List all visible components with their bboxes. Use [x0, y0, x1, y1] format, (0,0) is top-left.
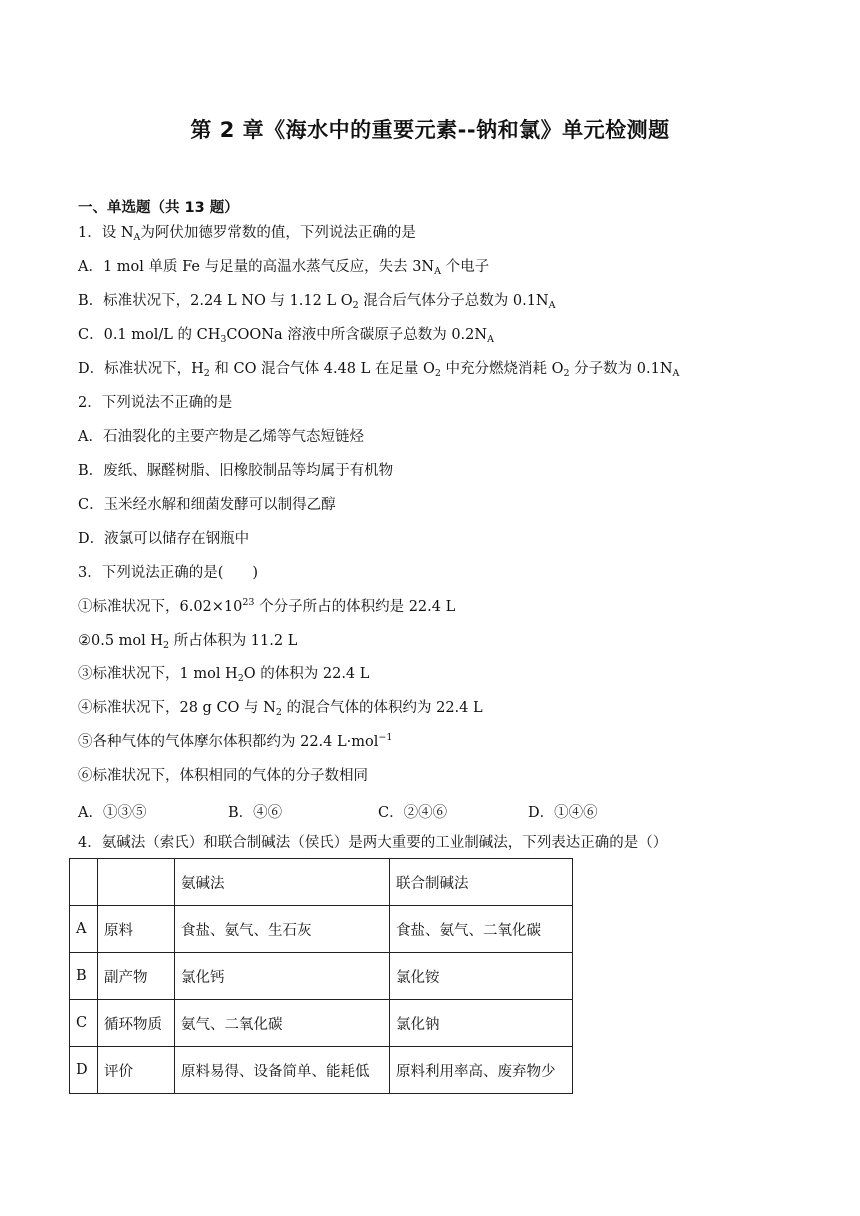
q1-option-c: C．0.1 mol/L 的 $CH_3COONa$ 溶液中所含碳原子总数为 $0.2N_A$	[78, 327, 494, 345]
q3-stem: 3．下列说法正确的是( )	[78, 565, 259, 581]
q2-stem: 2．下列说法不正确的是	[78, 395, 233, 411]
q3-statement-3: ③标准状况下，1 mol $H_2O$ 的体积为 22.4 L	[78, 666, 370, 684]
table-cell: D	[70, 1047, 98, 1094]
table-cell: 评价	[98, 1047, 175, 1094]
table-cell: 食盐、氨气、二氧化碳	[390, 906, 573, 953]
table-cell	[98, 859, 175, 906]
table-row	[70, 906, 573, 953]
table-cell: 循环物质	[98, 1000, 175, 1047]
q4-stem: 4．氨碱法（索氏）和联合制碱法（侯氏）是两大重要的工业制碱法，下列表达正确的是（）	[78, 835, 668, 851]
table-cell	[70, 859, 98, 906]
comparison-table	[69, 858, 573, 1094]
table-cell: 氨气、二氧化碳	[175, 1000, 390, 1047]
table-cell: A	[70, 906, 98, 953]
q2-option-d: D．液氯可以储存在钢瓶中	[78, 531, 250, 547]
q1-option-b: B．标准状况下，2.24 L NO 与 1.12 L $O_2$ 混合后气体分子总数为 $0.1N_A$	[78, 293, 556, 311]
table-cell: 食盐、氨气、生石灰	[175, 906, 390, 953]
table-header-cell: 氨碱法	[175, 859, 390, 906]
table-cell: 原料利用率高、废弃物少	[390, 1047, 573, 1094]
q2-option-c: C．玉米经水解和细菌发酵可以制得乙醇	[78, 497, 336, 513]
table-row	[70, 1000, 573, 1047]
q2-option-b: B．废纸、脲醛树脂、旧橡胶制品等均属于有机物	[78, 463, 394, 479]
q3-choice-c: C．②④⑥	[378, 805, 448, 821]
q3-choice-a: A．①③⑤	[78, 805, 147, 821]
table-cell: B	[70, 953, 98, 1000]
document-title: 第 2 章《海水中的重要元素--钠和氯》单元检测题	[190, 118, 670, 142]
q1-option-a: A．1 mol 单质 Fe 与足量的高温水蒸气反应，失去 $3N_A$ 个电子	[78, 259, 490, 277]
table-cell: 原料易得、设备简单、能耗低	[175, 1047, 390, 1094]
table-row	[70, 1047, 573, 1094]
q1-option-d: D．标准状况下，$H_2$ 和 CO 混合气体 4.48 L 在足量 $O_2$ 中充分燃烧消耗 $O_2$ 分子数为 $0.1N_A$	[78, 361, 680, 379]
q3-choice-d: D．①④⑥	[528, 805, 598, 821]
q3-statement-2: ②0.5 mol $H_2$ 所占体积为 11.2 L	[78, 633, 298, 651]
q2-option-a: A．石油裂化的主要产物是乙烯等气态短链烃	[78, 429, 364, 445]
table-row	[70, 953, 573, 1000]
q3-statement-6: ⑥标准状况下，体积相同的气体的分子数相同	[78, 768, 368, 784]
table-cell: 氯化钙	[175, 953, 390, 1000]
q3-choice-b: B．④⑥	[228, 805, 283, 821]
table-cell: C	[70, 1000, 98, 1047]
q3-statement-5: ⑤各种气体的气体摩尔体积都约为 22.4 L·mol$^{-1}$	[78, 732, 393, 750]
table-header-cell: 联合制碱法	[390, 859, 573, 906]
table-header-row	[70, 859, 573, 906]
q3-statement-1: ①标准状况下，$6.02\times 10^{23}$ 个分子所占的体积约是 22.4 L	[78, 597, 456, 615]
table-cell: 氯化钠	[390, 1000, 573, 1047]
table-cell: 氯化铵	[390, 953, 573, 1000]
section-heading: 一、单选题（共 13 题）	[78, 200, 239, 216]
table-cell: 副产物	[98, 953, 175, 1000]
q1-stem: 1．设 $N_A$为阿伏加德罗常数的值，下列说法正确的是	[78, 225, 416, 243]
q3-statement-4: ④标准状况下，28 g CO 与 $N_2$ 的混合气体的体积约为 22.4 L	[78, 700, 483, 718]
table-cell: 原料	[98, 906, 175, 953]
